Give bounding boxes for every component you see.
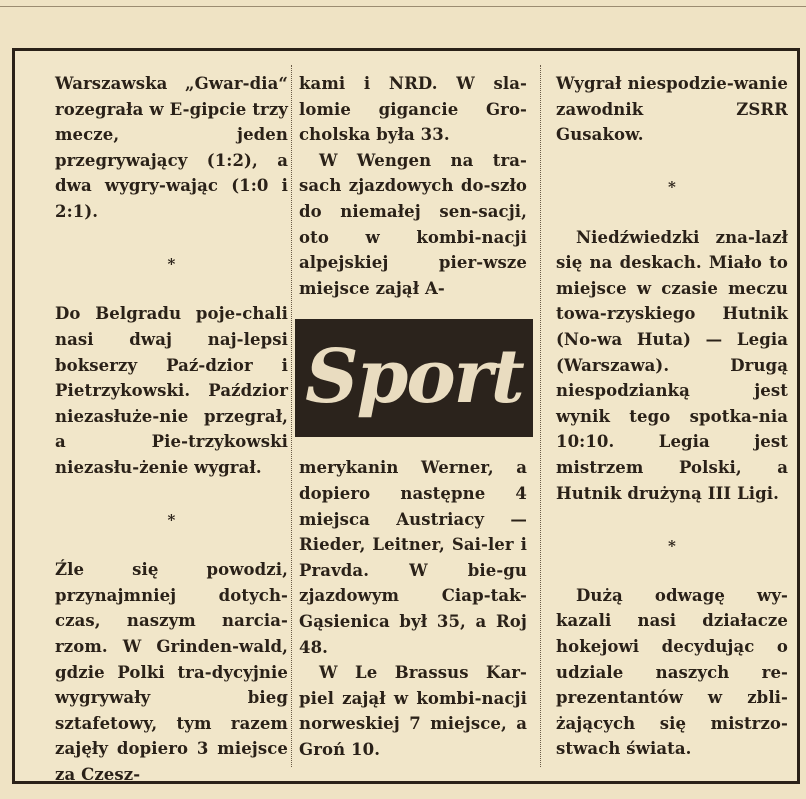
column-divider (540, 65, 541, 767)
separator-star: * (167, 511, 176, 530)
separator-star: * (668, 536, 676, 555)
paragraph-hokej: Dużą odwagę wy-kazali nasi działacze hokejowi decydując o udziale naszych re-prezentantów w zbli-żających się mistrzo-stwach świata. (556, 585, 788, 759)
paragraph-wengen: W Wengen na tra-sach zjazdowych do-szło do niemałej sen-sacji, oto w kombi-nacji alpejskiej pier-wsze miejsce zajął A- (299, 150, 527, 298)
paragraph-le-brassus: W Le Brassus Kar-piel zajął w kombi-nacji norweskiej 7 miejsce, a Groń 10. (299, 663, 527, 759)
column-1 (55, 69, 288, 788)
sport-logo-text: Sport (305, 334, 523, 420)
paragraph-belgrad: Do Belgradu poje-chali nasi dwaj naj-lepsi bokserzy Paź-dzior i Pietrzykowski. Paździor niezasłuże-nie przegrał, a Pie-trzykowski niezasłu-żenie wygrał. (55, 304, 288, 477)
paragraph-narciarze: Źle się powodzi, przynajmniej dotych-czas, naszym narcia-rzom. W Grinden-wald, gdzie Polki tra-dycyjnie wygrywały bieg sztafetowy, tym razem zajęły dopiero 3 miejsce za Czesz- (55, 560, 288, 785)
separator-star: * (167, 255, 176, 274)
sport-logo (295, 319, 533, 437)
paragraph-niedzwiedzki: Niedźwiedzki zna-lazł się na deskach. Miało to miejsce w czasie meczu towa-rzyskiego Hutnik (No-wa Huta) — Legia (Warszawa). Drugą niespodzianką jest wynik tego spotka-nia 10:10. Legia jest mistrzem Polski, a Hutnik drużyną III Ligi. (556, 227, 788, 503)
article-frame (12, 48, 800, 784)
column-divider (291, 65, 292, 767)
paragraph-slalom: kami i NRD. W sla-lomie gigancie Gro-cholska była 33. (299, 74, 527, 145)
paragraph-werner: merykanin Werner, a dopiero następne 4 miejsca Austriacy — Rieder, Leitner, Sai-ler i Pravda. W bie-gu zjazdowym Ciap-tak-Gąsienica był 35, a Roj 48. (299, 458, 527, 657)
paragraph-gwardia: Warszawska „Gwar-dia“ rozegrała w E-gipcie trzy mecze, jeden przegrywający (1:2), a dwa wygry-wając (1:0 i 2:1). (55, 74, 288, 221)
separator-star: * (668, 178, 676, 197)
page-edge-line (0, 6, 806, 7)
paragraph-gusakow: Wygrał niespodzie-wanie zawodnik ZSRR Gusakow. (556, 74, 788, 145)
column-3 (556, 69, 788, 762)
